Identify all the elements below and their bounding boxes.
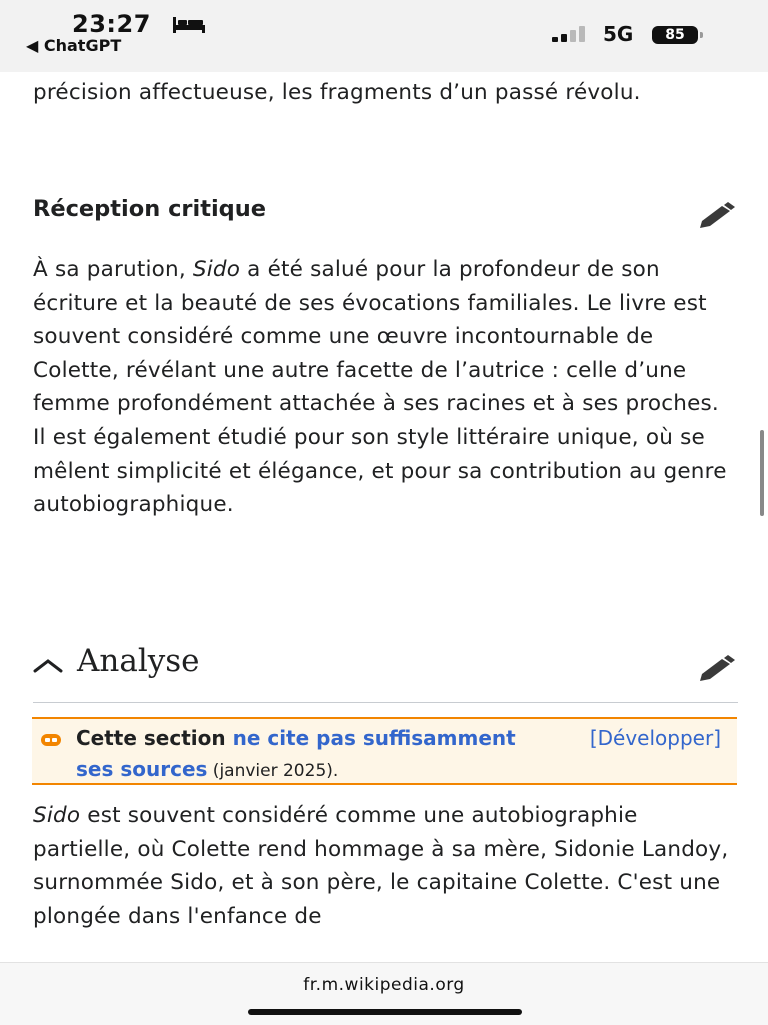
intro-paragraph-tail: précision affectueuse, les fragments d’un passé révolu. bbox=[33, 80, 641, 105]
network-type: 5G bbox=[603, 22, 634, 46]
heading-divider bbox=[33, 702, 738, 703]
chevron-up-icon[interactable] bbox=[32, 656, 64, 676]
develop-button[interactable]: [Développer] bbox=[589, 726, 721, 750]
battery-level: 85 bbox=[665, 27, 685, 43]
book-title: Sido bbox=[33, 803, 81, 828]
status-time: 23:27 bbox=[72, 10, 151, 38]
home-indicator[interactable] bbox=[248, 1009, 522, 1015]
url-display[interactable]: fr.m.wikipedia.org bbox=[303, 975, 465, 995]
book-title: Sido bbox=[192, 257, 241, 282]
section-heading-reception: Réception critique bbox=[33, 196, 267, 222]
battery-icon bbox=[652, 26, 704, 44]
reception-paragraph: À sa parution, Sido a été salué pour la profondeur de son écriture et la beauté de ses évocations familiales. Le livre est souvent considéré comme une œuvre incontournable de Colette, révélant une autre facette de l’autrice : celle d’une femme profondément attachée à ses racines et à ses proches. Il est également étudié pour son style littéraire unique, où se mêlent simplicité et élégance, et pour sa contribution au genre autobiographique. bbox=[33, 257, 727, 518]
pencil-icon[interactable] bbox=[696, 202, 736, 230]
section-heading-analyse[interactable]: Analyse bbox=[77, 643, 200, 679]
signal-icon bbox=[552, 26, 590, 42]
browser-bottom-bar bbox=[0, 962, 768, 1025]
pencil-icon[interactable] bbox=[696, 655, 736, 683]
status-bar bbox=[0, 0, 768, 72]
scrollbar[interactable] bbox=[760, 430, 764, 516]
notice-text: Cette section ne cite pas suffisamment ses sources (janvier 2025). bbox=[76, 726, 516, 781]
notice-date: (janvier 2025). bbox=[207, 761, 339, 781]
notice-link[interactable]: ne cite pas suffisamment ses sources bbox=[76, 726, 516, 781]
bed-icon bbox=[172, 15, 206, 35]
back-to-app-link[interactable]: ◀ ChatGPT bbox=[26, 36, 122, 55]
warning-icon bbox=[40, 733, 62, 747]
analyse-paragraph: Sido est souvent considéré comme une autobiographie partielle, où Colette rend hommage à sa mère, Sidonie Landoy, surnommée Sido, et à son père, le capitaine Colette. C'est une plongée dans l'enfance de bbox=[33, 803, 729, 929]
sources-notice bbox=[32, 717, 737, 785]
